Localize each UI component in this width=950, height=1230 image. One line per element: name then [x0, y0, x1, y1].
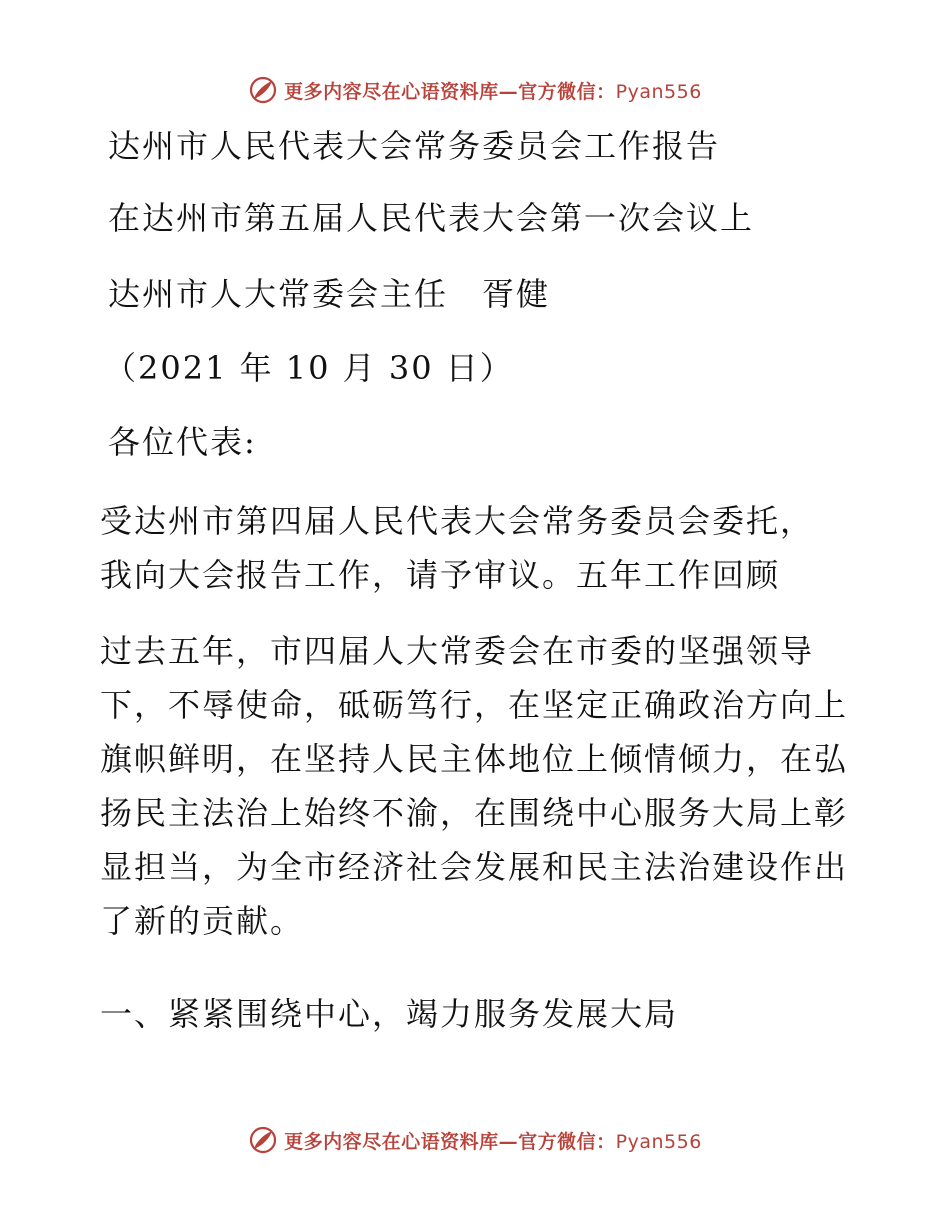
review-paragraph	[100, 624, 860, 948]
document-date: （2021 年 10 月 30 日）	[104, 349, 514, 387]
review-line: 了新的贡献。	[100, 902, 305, 940]
review-line: 下，不辱使命，砥砺笃行，在坚定正确政治方向上	[100, 686, 849, 724]
header-watermark-banner	[0, 70, 950, 110]
banner-text-wechat-id: Pyan556	[615, 80, 702, 103]
review-line: 扬民主法治上始终不渝，在围绕中心服务大局上彰	[100, 794, 849, 832]
intro-paragraph	[100, 494, 860, 602]
review-line: 旗帜鲜明，在坚持人民主体地位上倾情倾力，在弘	[100, 740, 849, 778]
review-line: 显担当，为全市经济社会发展和民主法治建设作出	[100, 848, 849, 886]
banner-text-wechat-id: Pyan556	[615, 1130, 702, 1153]
document-speaker: 达州市人大常委会主任 胥健	[108, 275, 551, 313]
section-heading: 一、紧紧围绕中心，竭力服务发展大局	[100, 995, 679, 1033]
document-title: 达州市人民代表大会常务委员会工作报告	[108, 127, 721, 165]
feather-pen-logo-icon	[248, 75, 278, 105]
document-salutation: 各位代表:	[108, 423, 257, 461]
document-occasion: 在达州市第五届人民代表大会第一次会议上	[108, 199, 755, 237]
banner-text-cn: 更多内容尽在心语资料库—官方微信：	[284, 80, 616, 103]
intro-line: 我向大会报告工作，请予审议。五年工作回顾	[100, 556, 781, 594]
intro-line: 受达州市第四届人民代表大会常务委员会委托，	[100, 502, 815, 540]
banner-text-cn: 更多内容尽在心语资料库—官方微信：	[284, 1130, 616, 1153]
review-line: 过去五年，市四届人大常委会在市委的坚强领导	[100, 632, 815, 670]
feather-pen-logo-icon	[248, 1125, 278, 1155]
footer-watermark-banner	[0, 1120, 950, 1160]
